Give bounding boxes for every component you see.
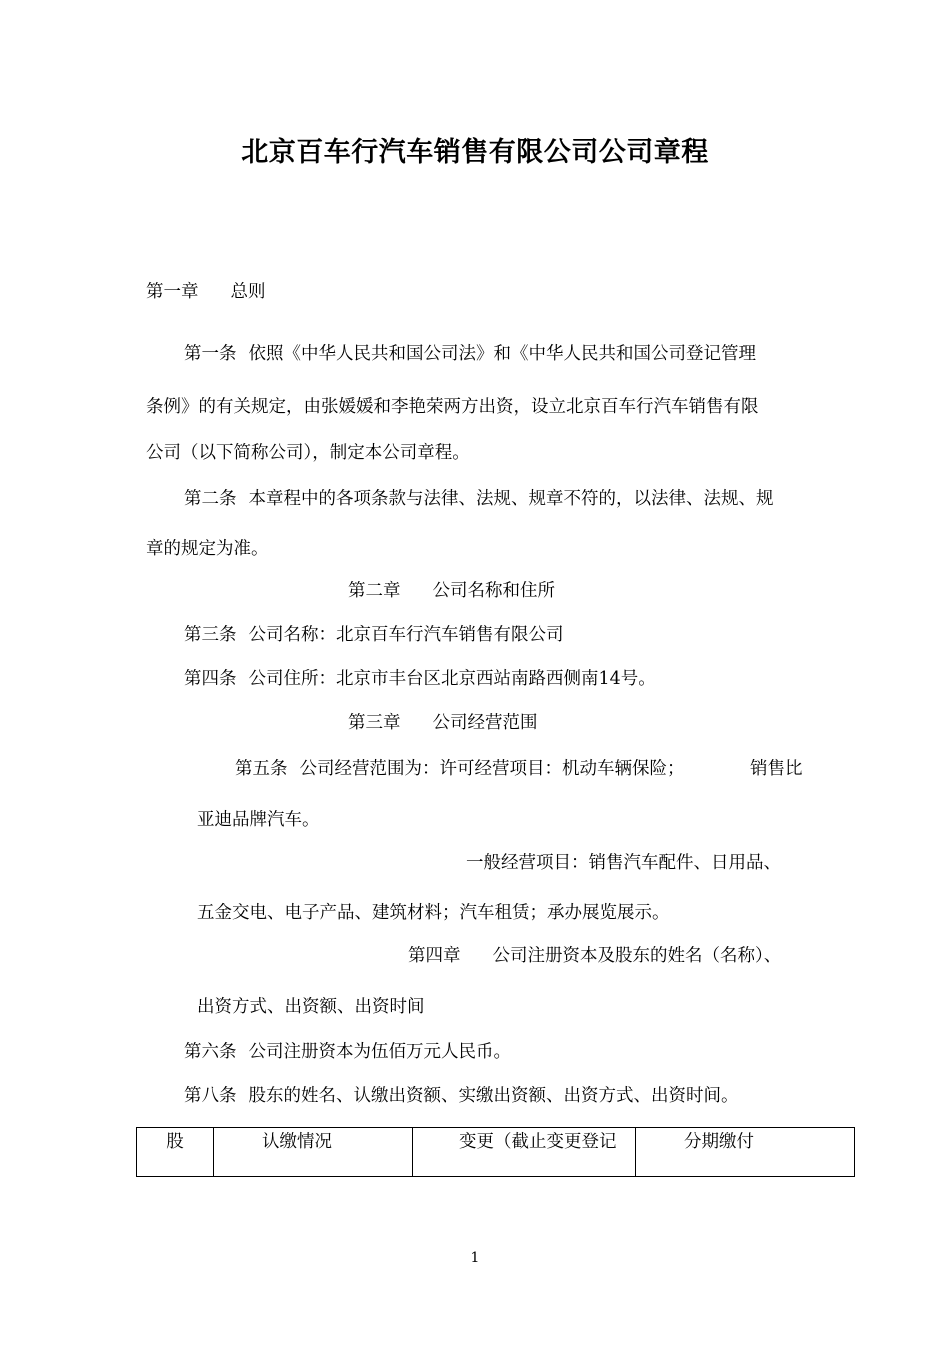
table-header-subscribed xyxy=(214,1128,413,1177)
table-header-subscribed-text: 认缴情况 xyxy=(262,1132,332,1152)
table-header-change-text: 变更（截止变更登记 xyxy=(459,1132,617,1152)
chapter-3-heading xyxy=(348,710,538,736)
chapter-2-label: 第二章 xyxy=(348,581,401,601)
chapter-4-heading xyxy=(408,943,781,969)
article-5-text-1a: 公司经营范围为：许可经营项目：机动车辆保险； xyxy=(299,759,685,779)
chapter-2-heading xyxy=(348,578,555,604)
article-2-line-2: 章的规定为准。 xyxy=(146,539,269,559)
article-6-label: 第六条 xyxy=(184,1042,237,1062)
table-header-shareholder-text: 股 xyxy=(166,1132,184,1152)
article-3-label: 第三条 xyxy=(184,625,237,645)
table-header-installments xyxy=(636,1128,855,1177)
article-4-label: 第四条 xyxy=(184,669,237,689)
document-title: 北京百车行汽车销售有限公司公司章程 xyxy=(241,137,709,168)
table-header-row xyxy=(137,1128,855,1177)
article-1-label: 第一条 xyxy=(184,344,237,364)
page-number: 1 xyxy=(470,1250,480,1266)
article-3-text: 公司名称：北京百车行汽车销售有限公司 xyxy=(248,625,564,645)
article-1-line-1 xyxy=(184,341,756,367)
article-6-text: 公司注册资本为伍佰万元人民币。 xyxy=(248,1042,511,1062)
table-header-installments-text: 分期缴付 xyxy=(684,1132,754,1152)
article-5-line-1b: 销售比 xyxy=(750,759,803,779)
article-8-label: 第八条 xyxy=(184,1086,237,1106)
chapter-1-title: 总则 xyxy=(230,282,266,302)
chapter-2-title: 公司名称和住所 xyxy=(432,581,555,601)
article-8-text: 股东的姓名、认缴出资额、实缴出资额、出资方式、出资时间。 xyxy=(248,1086,739,1106)
article-5-line-4: 五金交电、电子产品、建筑材料；汽车租赁；承办展览展示。 xyxy=(197,903,670,923)
article-1-line-2: 条例》的有关规定，由张媛媛和李艳荣两方出资，设立北京百车行汽车销售有限 xyxy=(146,397,759,417)
article-6 xyxy=(184,1039,511,1065)
article-5-label: 第五条 xyxy=(235,759,288,779)
article-8 xyxy=(184,1083,739,1109)
chapter-4-label: 第四章 xyxy=(408,946,461,966)
article-5-line-2: 亚迪品牌汽车。 xyxy=(197,810,320,830)
article-2-label: 第二条 xyxy=(184,489,237,509)
article-1-text-1: 依照《中华人民共和国公司法》和《中华人民共和国公司登记管理 xyxy=(248,344,756,364)
article-5-line-3: 一般经营项目：销售汽车配件、日用品、 xyxy=(466,853,781,873)
article-1-line-3: 公司（以下简称公司），制定本公司章程。 xyxy=(146,443,470,463)
article-4-text: 公司住所：北京市丰台区北京西站南路西侧南14号。 xyxy=(248,669,656,689)
table-header-change xyxy=(413,1128,636,1177)
chapter-3-label: 第三章 xyxy=(348,713,401,733)
chapter-4-title-1: 公司注册资本及股东的姓名（名称）、 xyxy=(492,946,782,966)
chapter-1-label: 第一章 xyxy=(146,282,199,302)
chapter-1-heading xyxy=(146,279,266,305)
article-2-text-1: 本章程中的各项条款与法律、法规、规章不符的，以法律、法规、规 xyxy=(248,489,774,509)
article-5-line-1 xyxy=(235,756,685,782)
shareholder-table-wrapper xyxy=(136,1127,854,1177)
chapter-4-title-2: 出资方式、出资额、出资时间 xyxy=(197,997,425,1017)
article-4 xyxy=(184,666,656,692)
shareholder-table xyxy=(136,1127,855,1177)
article-2-line-1 xyxy=(184,486,774,512)
chapter-3-title: 公司经营范围 xyxy=(432,713,538,733)
table-header-shareholder xyxy=(137,1128,214,1177)
article-3 xyxy=(184,622,564,648)
